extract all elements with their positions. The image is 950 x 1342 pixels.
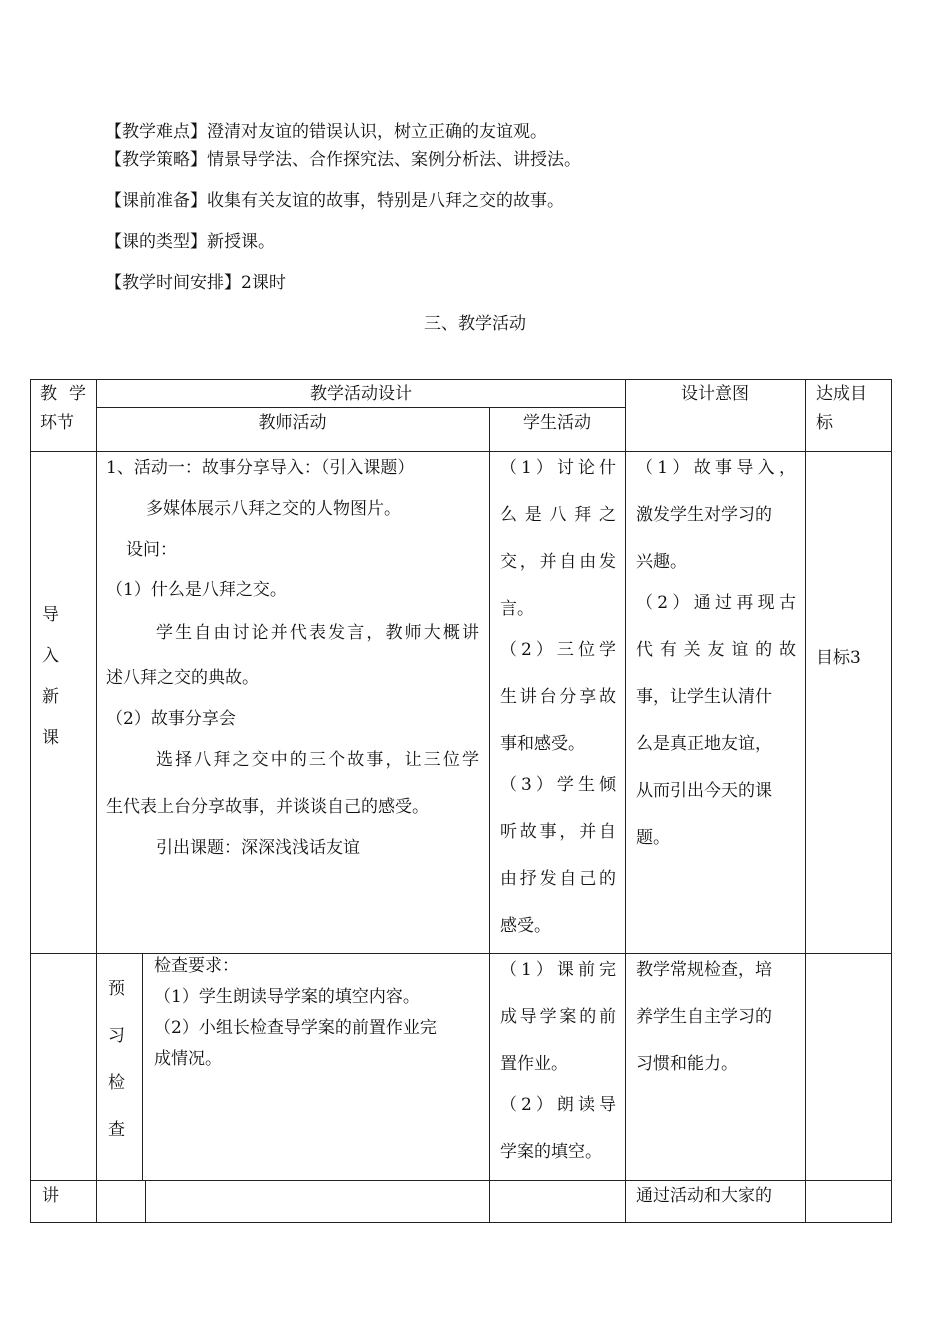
header-stage-line1: 教 学 [40,384,86,404]
row1-intent-line: 兴趣。 [636,552,687,572]
row2-stage-char: 预 [108,979,125,999]
header-student: 学生活动 [523,413,591,433]
row1-student-line: 生讲台分享故 [500,687,616,707]
header-design: 教学活动设计 [310,384,412,404]
row1-student-line: 言。 [500,599,534,619]
header-line-strategy: 【教学策略】情景导学法、合作探究法、案例分析法、讲授法。 [105,150,581,170]
row1-intent-line: 激发学生对学习的 [636,505,772,525]
row2-stage-char: 习 [108,1026,125,1046]
row2-stage-char: 查 [108,1120,125,1140]
row1-stage-char: 入 [42,646,59,666]
header-goal-line1: 达成目 [816,384,867,404]
table-col-divider-intent [625,379,626,1223]
row2-teacher-line: （2）小组长检查导学案的前置作业完 [154,1018,437,1038]
row1-teacher-line: 述八拜之交的典故。 [106,668,259,688]
row1-teacher-line: 学生自由讨论并代表发言，教师大概讲 [156,623,479,643]
row1-student-line: （3）学生倾 [500,775,616,795]
row1-student-line: 由抒发自己的 [500,869,616,889]
table-header-divider [96,407,626,408]
row3-intent-line: 通过活动和大家的 [636,1186,772,1206]
section-title: 三、教学活动 [424,314,526,334]
row1-teacher-line: 多媒体展示八拜之交的人物图片。 [146,499,401,519]
row2-student-line: 学案的填空。 [500,1142,602,1162]
row2-student-line: （1）课前完 [500,960,616,980]
table-row1-bottom [30,953,892,954]
row1-teacher-line: （2）故事分享会 [106,709,236,729]
row2-student-line: （2）朗读导 [500,1095,616,1115]
row2-stage-char: 检 [108,1073,125,1093]
table-col-divider-student [489,407,490,1223]
row1-student-line: 交，并自由发 [500,552,616,572]
row1-stage-char: 新 [42,687,59,707]
row1-student-line: 听故事，并自 [500,822,616,842]
table-border-left [30,379,31,1223]
row1-teacher-line: 1、活动一：故事分享导入：（引入课题） [106,458,415,478]
header-line-type: 【课的类型】新授课。 [105,232,275,252]
row1-intent-line: 代有关友谊的故 [636,640,796,660]
header-teacher: 教师活动 [258,413,327,433]
row1-teacher-line: 选择八拜之交中的三个故事，让三位学 [156,750,479,770]
row2-teacher-line: 检查要求： [154,956,239,976]
row1-stage-char: 课 [42,728,59,748]
row2-teacher-line: （1）学生朗读导学案的填空内容。 [154,987,420,1007]
row1-intent-line: 从而引出今天的课 [636,781,772,801]
row1-teacher-line: 引出课题：深深浅浅话友谊 [156,838,360,858]
row1-student-line: 么是八拜之 [500,505,616,525]
row1-teacher-line: （1）什么是八拜之交。 [106,580,287,600]
row1-teacher-line: 设问： [126,540,177,560]
table-border-top [30,379,892,380]
table-col-divider-goal [805,379,806,1223]
table-border-bottom [30,1222,892,1223]
row1-intent-line: （1）故事导入， [636,458,796,478]
row1-student-line: （1）讨论什 [500,458,616,478]
row2-student-line: 成导学案的前 [500,1007,616,1027]
header-intent: 设计意图 [681,384,749,404]
row1-intent-line: 题。 [636,828,670,848]
row2-intent-line: 教学常规检查，培 [636,960,772,980]
row1-teacher-line: 生代表上台分享故事，并谈谈自己的感受。 [106,797,429,817]
table-header-bottom [30,451,892,452]
row1-student-line: 事和感受。 [500,734,585,754]
row2-intent-line: 养学生自主学习的 [636,1007,772,1027]
table-row2-bottom [30,1180,892,1181]
row1-intent-line: 么是真正地友谊， [636,734,772,754]
table-subcol-row2 [142,953,143,1181]
row1-goal: 目标3 [816,648,861,668]
header-line-difficulty: 【教学难点】澄清对友谊的错误认识，树立正确的友谊观。 [105,122,547,142]
row3-stage: 讲 [42,1186,59,1206]
header-stage-line2: 环节 [40,413,74,433]
row1-student-line: （2）三位学 [500,640,616,660]
table-border-right [891,379,892,1223]
table-subcol-row3 [145,1180,146,1223]
row1-intent-line: 事，让学生认清什 [636,687,772,707]
row2-teacher-line: 成情况。 [154,1049,222,1069]
row2-intent-line: 习惯和能力。 [636,1054,738,1074]
header-line-time: 【教学时间安排】2课时 [105,273,286,293]
row1-student-line: 感受。 [500,916,551,936]
table-col-divider-1 [96,379,97,1223]
row1-intent-line: （2）通过再现古 [636,593,796,613]
row1-stage-char: 导 [42,605,59,625]
row2-student-line: 置作业。 [500,1054,568,1074]
header-goal-line2: 标 [816,413,833,433]
header-line-preparation: 【课前准备】收集有关友谊的故事，特别是八拜之交的故事。 [105,191,564,211]
